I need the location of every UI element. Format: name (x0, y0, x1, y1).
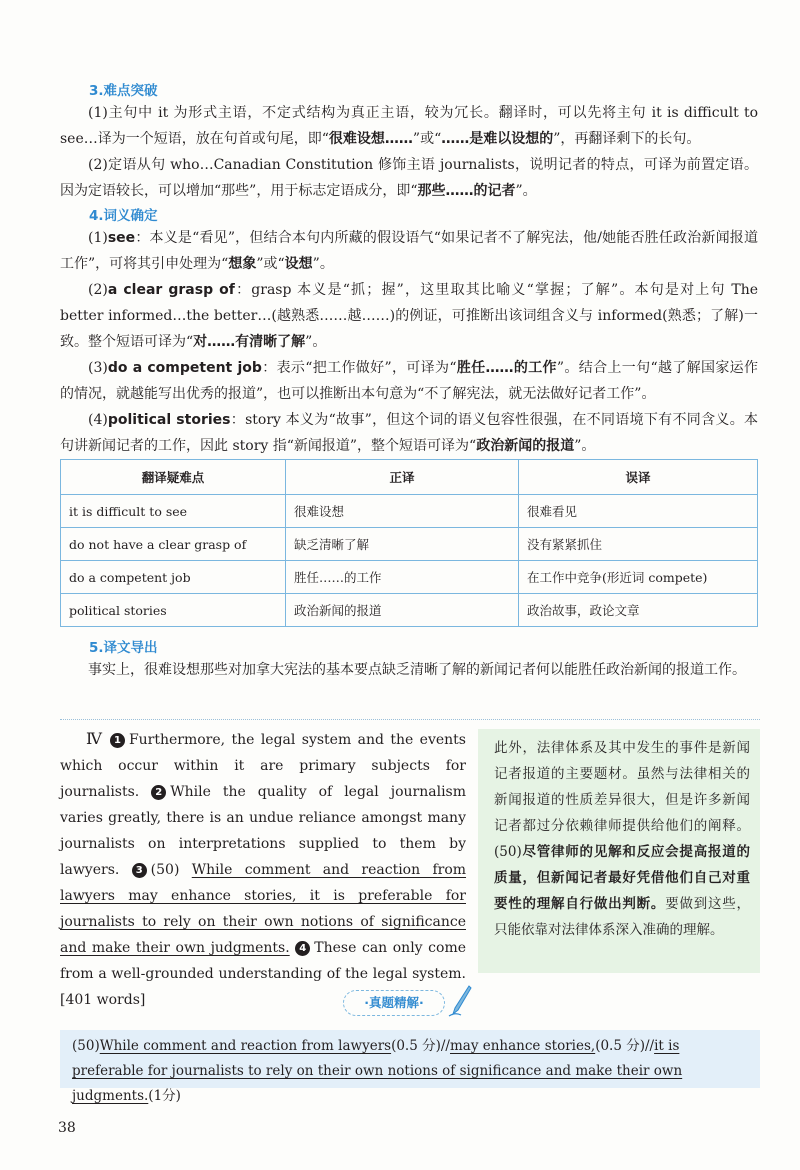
table-row (61, 594, 758, 627)
table-header: 翻译疑难点 (61, 460, 286, 495)
section-4-paragraph-4: (4)political stories：story 本义为“故事”，但这个词的语义包容性很强，在不同语境下有不同含义。本句讲新闻记者的工作，因此 story 指“新闻报道”，整个短语可译为“政治新闻的报道”。 (60, 412, 759, 454)
table-cell: 很难设想 (286, 495, 519, 528)
chunk-1: While comment and reaction from lawyers (99, 1038, 392, 1054)
table-cell: 胜任……的工作 (286, 561, 519, 594)
table-row (61, 528, 758, 561)
sentence-marker-2: 2 (151, 785, 166, 800)
chinese-translation-box: 此外，法律体系及其中发生的事件是新闻记者报道的主要题材。虽然与法律相关的新闻报道的性质差异很大，但是许多新闻记者都过分依赖律师提供给他们的阐释。(50)尽管律师的见解和反应会提高报道的质量，但新闻记者最好凭借他们自己对重要性的理解自行做出判断。要做到这些，只能依靠对法律体系深入准确的理解。 (478, 729, 760, 973)
sentence-marker-3: 3 (132, 863, 147, 878)
chunk-2: may enhance stories, (449, 1038, 596, 1054)
table-cell: 政治故事，政论文章 (519, 594, 758, 627)
section-3-heading: 3.难点突破 (89, 83, 158, 99)
table-header-row (61, 460, 758, 495)
underlined-sentence-50: While comment and reaction from lawyers may enhance stories, it is preferable for journalists to rely on their own notions of significance and make their own judgments. (60, 862, 467, 956)
section-divider (60, 719, 760, 720)
word-count: [401 words] (60, 992, 146, 1008)
section-3-paragraph-1: (1)主句中 it 为形式主语，不定式结构为真正主语，较为冗长。翻译时，可以先将主句 it is difficult to see…译为一个短语，放在句首或句尾，即“很难设想……”或“……是难以设想的”，再翻译剩下的长句。 (60, 105, 758, 147)
section-4-paragraph-3: (3)do a competent job：表示“把工作做好”，可译为“胜任……的工作”。结合上一句“越了解国家运作的情况，就越能写出优秀的报道”，也可以推断出本句意为“不了解宪法，就无法做好记者工作”。 (60, 360, 759, 402)
sentence-marker-4: 4 (295, 941, 310, 956)
section-badge: ·真题精解· (343, 990, 445, 1016)
page-number: 38 (58, 1120, 76, 1136)
table-cell: 缺乏清晰了解 (286, 528, 519, 561)
table-cell: political stories (61, 594, 286, 627)
table-cell: do a competent job (61, 561, 286, 594)
section-4-paragraph-1: (1)see：本义是“看见”，但结合本句内所藏的假设语气“如果记者不了解宪法，他/她能否胜任政治新闻报道工作”，可将其引申处理为“想象”或“设想”。 (60, 230, 758, 272)
table-row (61, 495, 758, 528)
chunk-3: it is preferable for journalists to rely on their own notions of significance and make their own judgments. (72, 1038, 683, 1104)
section-5-heading: 5.译文导出 (89, 640, 158, 656)
answer-box: (50)While comment and reaction from lawyers(0.5 分)//may enhance stories,(0.5 分)//it is preferable for journalists to rely on their own notions of significance and make their own judgments.(1分) (60, 1030, 760, 1088)
translation-difficulty-table (60, 459, 758, 627)
section-3-paragraph-2: (2)定语从句 who…Canadian Constitution 修饰主语 journalists，说明记者的特点，可译为前置定语。因为定语较长，可以增加“那些”，用于标志定语成分，即“那些……的记者”。 (60, 157, 758, 199)
table-cell: 没有紧紧抓住 (519, 528, 758, 561)
section-4-heading: 4.词义确定 (89, 208, 158, 224)
table-cell: 很难看见 (519, 495, 758, 528)
table-cell: 政治新闻的报道 (286, 594, 519, 627)
pen-icon (447, 984, 473, 1018)
table-cell: it is difficult to see (61, 495, 286, 528)
sentence-marker-1: 1 (110, 733, 125, 748)
table-header: 误译 (519, 460, 758, 495)
section-5-text: 事实上，很难设想那些对加拿大宪法的基本要点缺乏清晰了解的新闻记者何以能胜任政治新闻的报道工作。 (88, 662, 746, 678)
paragraph-roman-numeral: Ⅳ (86, 729, 104, 748)
passage-paragraph-iv: Ⅳ 1 Furthermore, the legal system and the events which occur within it are primary subjects for journalists. 2 While the quality of legal journalism varies greatly, there is an undue reliance amongst many journalists on interpretations supplied to them by lawyers. 3 (50) While comment and reaction from lawyers may enhance stories, it is preferable for journalists to rely on their own notions of significance and make their own judgments. 4 These can only come from a well-grounded understanding of the legal system.[401 words] (60, 729, 467, 1008)
section-4-paragraph-2: (2)a clear grasp of：grasp 本义是“抓；握”，这里取其比喻义“掌握；了解”。本句是对上句 The better informed…the better…(越熟悉……越……)的例证，可推断出该词组含义与 informed(熟悉；了解)一致。整个短语可译为“对……有清晰了解”。 (60, 282, 758, 350)
table-header: 正译 (286, 460, 519, 495)
table-cell: do not have a clear grasp of (61, 528, 286, 561)
table-cell: 在工作中竞争(形近词 compete) (519, 561, 758, 594)
table-row (61, 561, 758, 594)
